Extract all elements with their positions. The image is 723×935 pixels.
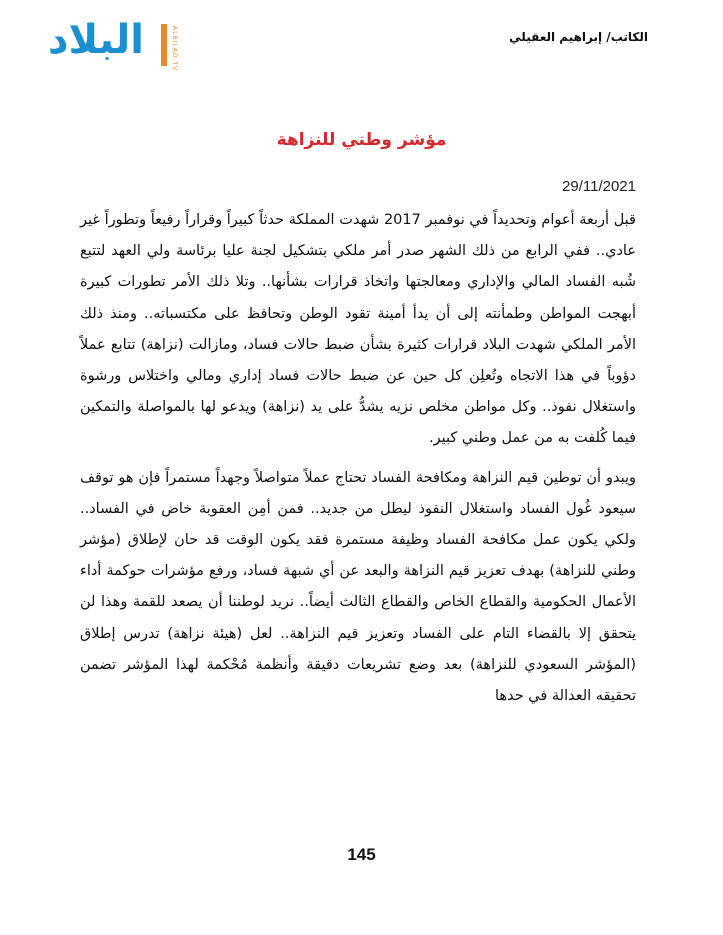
paragraph: قبل أربعة أعوام وتحديداً في نوفمبر 2017 شهدت المملكة حدثاً كبيراً وقراراً رفيعاً وتطوراً غير عادي.. ففي الرابع من ذلك الشهر صدر أمر ملكي بتشكيل لجنة عليا برئاسة ولي العهد لتتبع شُبه الفساد المالي والإداري ومعالجتها واتخاذ قرارات بشأنها.. وتلا ذلك الأمر تطورات كبيرة أبهجت المواطن وطمأنته إلى أن يدأ أمينة تقود الوطن وتحافظ على مكتسباته.. ومنذ ذلك الأمر الملكي شهدت البلاد قرارات كثيرة بشأن ضبط حالات فساد، ومازالت (نزاهة) تتابع عملاً دؤوباً في هذا الاتجاه وتُعلِن كل حين عن ضبط حالات فساد إداري ومالي واختلاس ورشوة واستغلال نفوذ.. وكل مواطن مخلص نزيه يشدُّ على يد (نزاهة) ويدعو لها بالمواصلة والتمكين فيما كُلفت به من عمل وطني كبير. (80, 212, 636, 447)
article-body (80, 205, 636, 720)
logo-text: البلاد (48, 17, 144, 63)
page-number: 145 (347, 845, 376, 864)
newspaper-logo (48, 14, 176, 70)
article-date: 29/11/2021 (562, 178, 636, 195)
logo-subtext: ALBILAD.TV (171, 26, 178, 72)
author-name: الكاتب/ إبراهيم العقيلي (509, 30, 648, 44)
logo-accent-bar (161, 24, 167, 66)
paragraph: ويبدو أن توطين قيم النزاهة ومكافحة الفساد تحتاج عملاً متواصلاً وجهداً مستمراً فإن هو توقف سيعود غُول الفساد واستغلال النفوذ ليطل من جديد.. فمن أمِن العقوبة خاض في الفساد.. ولكي يكون عمل مكافحة الفساد وظيفة مستمرة فقد يكون الوقت قد حان لإطلاق (مؤشر وطني للنزاهة) بهدف تعزيز قيم النزاهة والبعد عن أي شبهة فساد، ورفع مؤشرات حوكمة أداء الأعمال الحكومية والقطاع الخاص والقطاع الثالث أيضاً.. نريد لوطننا أن يصعد للقمة وهذا لن يتحقق إلا بالقضاء التام على الفساد وتعزيز قيم النزاهة.. لعل (هيئة نزاهة) تدرس إطلاق (المؤشر السعودي للنزاهة) بعد وضع تشريعات دقيقة وأنظمة مُحْكمة لهذا المؤشر تضمن تحقيقه العدالة في حدها (80, 469, 636, 705)
article-title: مؤشر وطني للنزاهة (276, 130, 447, 150)
